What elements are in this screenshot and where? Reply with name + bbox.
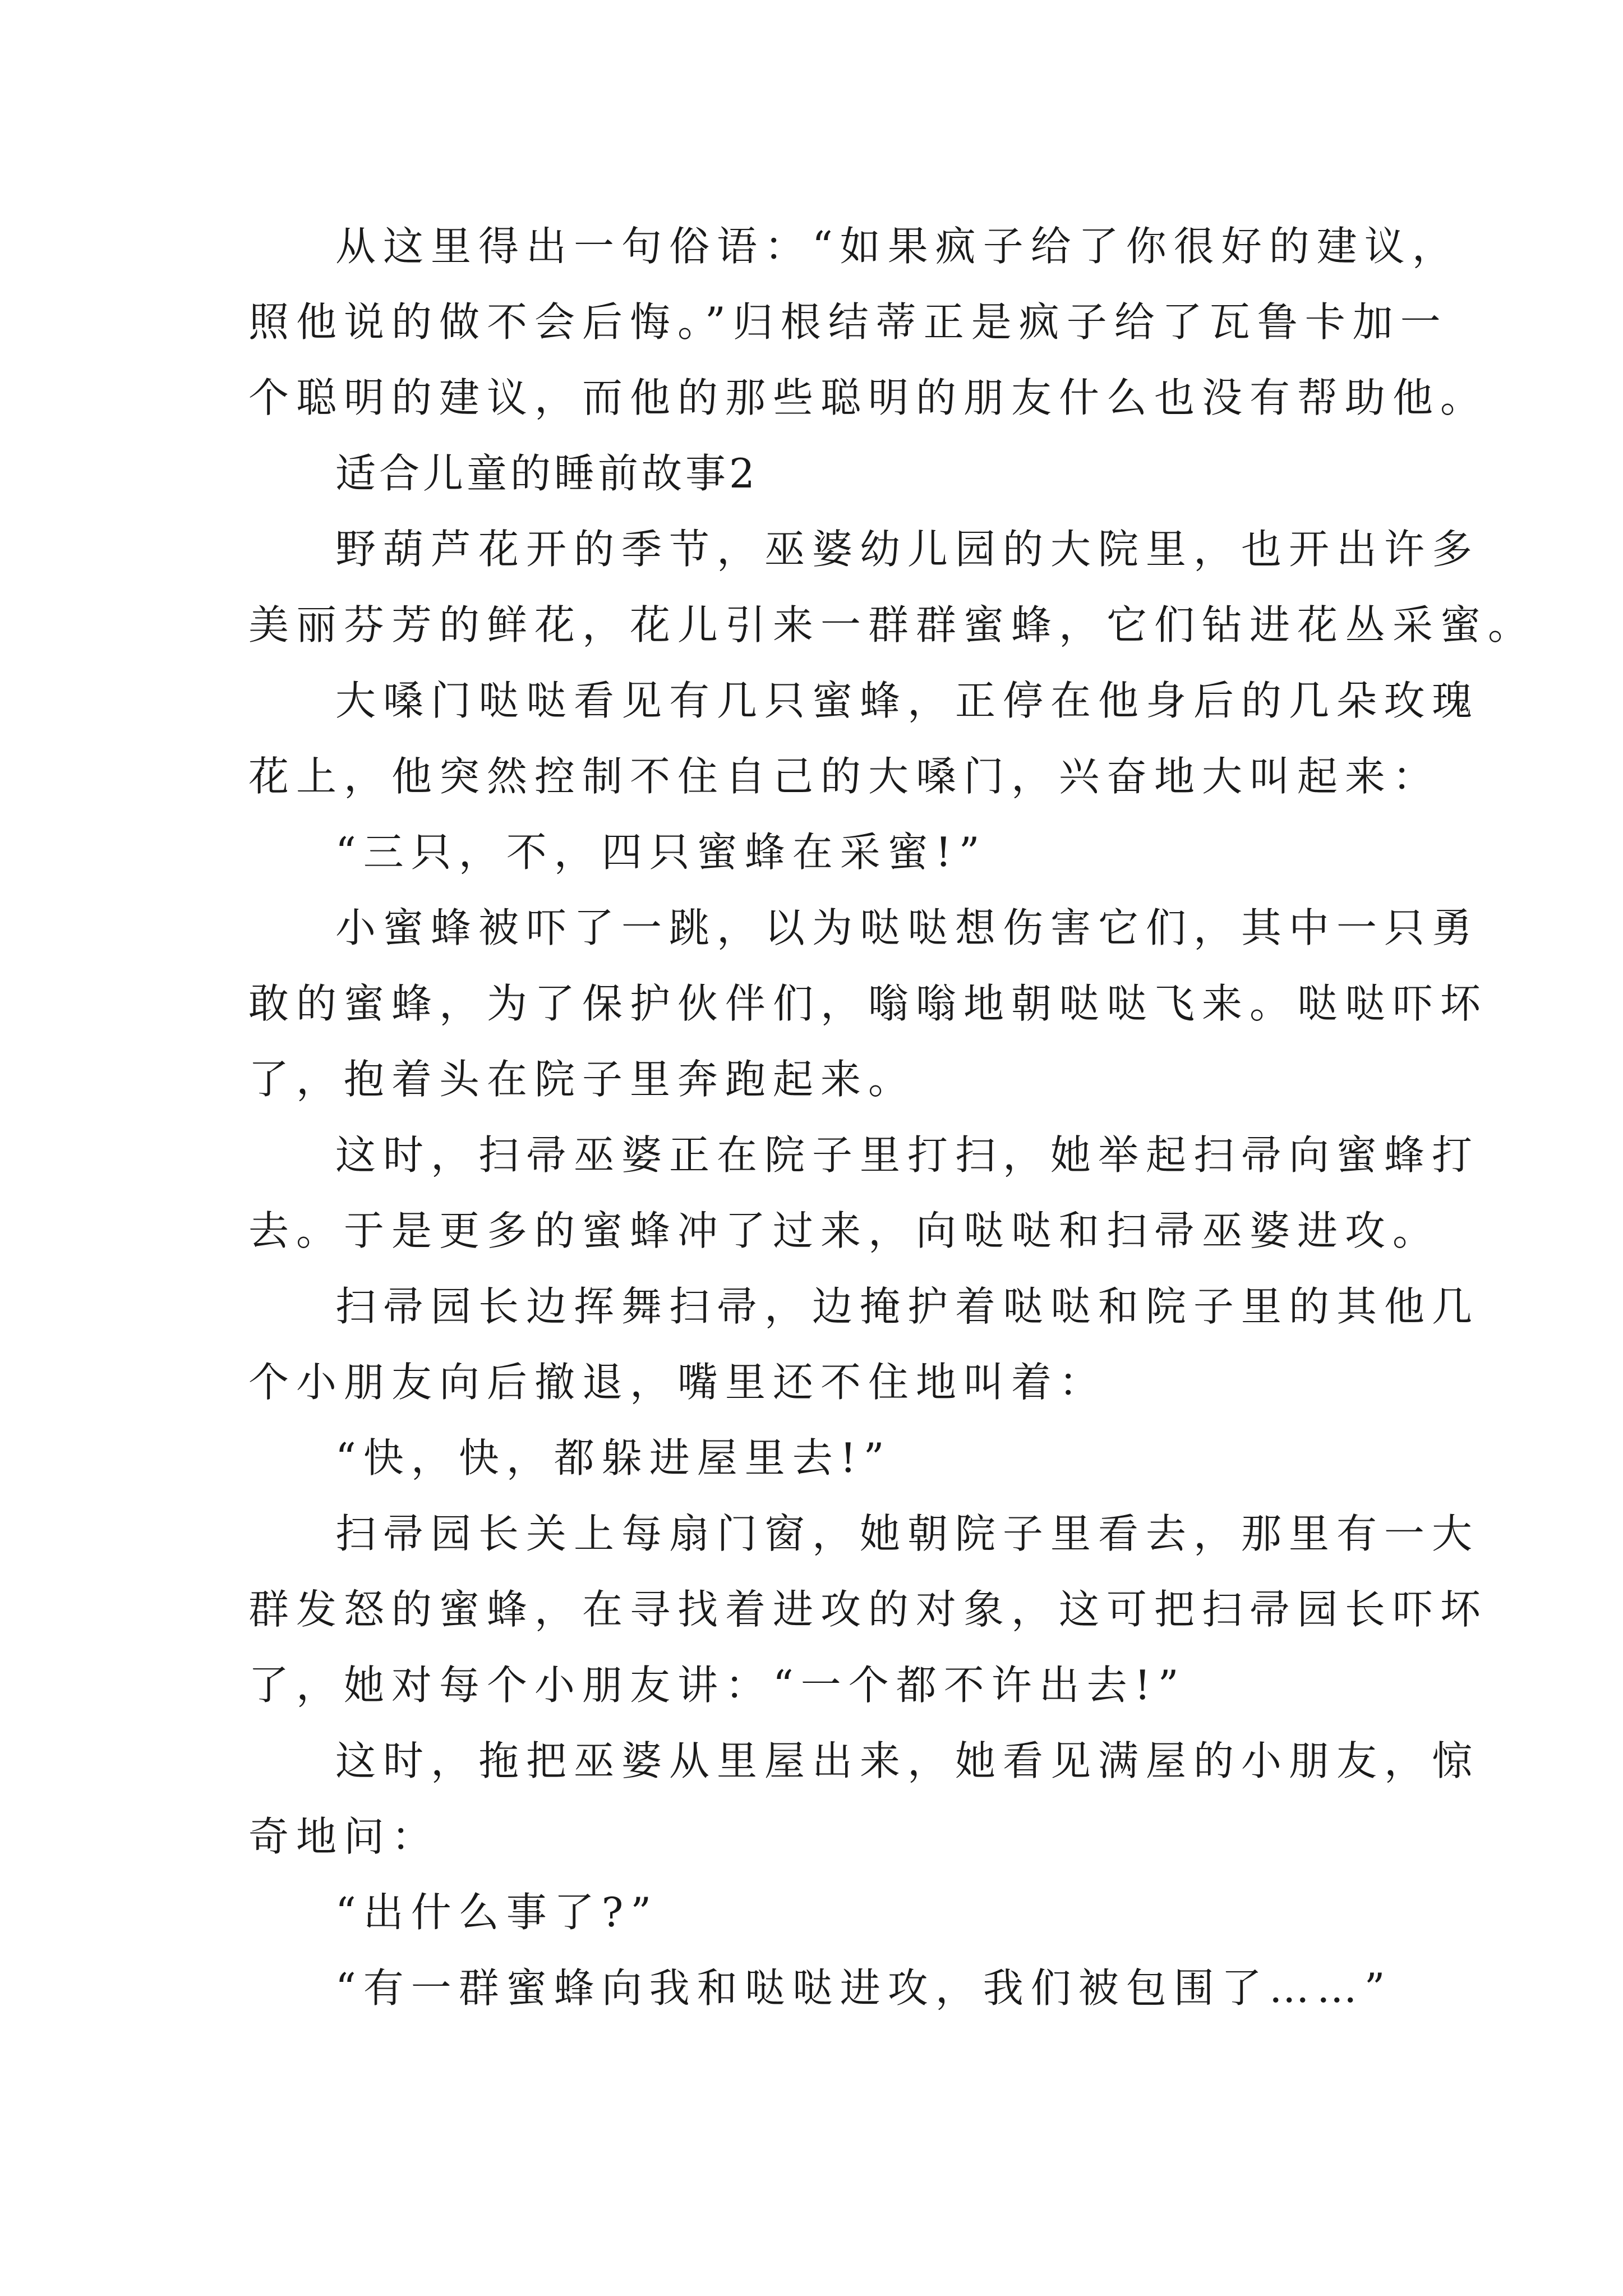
text-line: 大嗓门哒哒看见有几只蜜蜂，正停在他身后的几朵玫瑰 xyxy=(335,677,1480,724)
text-line: “三只，不，四只蜜蜂在采蜜!” xyxy=(335,829,987,876)
text-line: 花上，他突然控制不住自己的大嗓门，兴奋地大叫起来： xyxy=(248,753,1441,800)
text-line: 扫帚园长边挥舞扫帚，边掩护着哒哒和院子里的其他几 xyxy=(335,1283,1480,1330)
text-line: 去。于是更多的蜜蜂冲了过来，向哒哒和扫帚巫婆进攻。 xyxy=(248,1207,1441,1254)
section-title: 适合儿童的睡前故事2 xyxy=(335,450,758,497)
text-line: “有一群蜜蜂向我和哒哒进攻，我们被包围了……” xyxy=(335,1964,1393,2012)
text-line: 群发怒的蜜蜂，在寻找着进攻的对象，这可把扫帚园长吓坏 xyxy=(248,1586,1488,1633)
text-line: 这时，扫帚巫婆正在院子里打扫，她举起扫帚向蜜蜂打 xyxy=(335,1131,1480,1179)
text-line: 了，她对每个小朋友讲：“一个都不许出去!” xyxy=(248,1662,1186,1709)
text-line: 敢的蜜蜂，为了保护伙伴们，嗡嗡地朝哒哒飞来。哒哒吓坏 xyxy=(248,980,1488,1027)
text-line: 了，抱着头在院子里奔跑起来。 xyxy=(248,1056,916,1103)
text-line: 奇地问： xyxy=(248,1813,440,1860)
text-line: 美丽芬芳的鲜花，花儿引来一群群蜜蜂，它们钻进花丛采蜜。 xyxy=(248,601,1536,648)
text-line: 这时，拖把巫婆从里屋出来，她看见满屋的小朋友，惊 xyxy=(335,1737,1480,1784)
text-line: 个聪明的建议，而他的那些聪明的朋友什么也没有帮助他。 xyxy=(248,374,1488,421)
text-line: 扫帚园长关上每扇门窗，她朝院子里看去，那里有一大 xyxy=(335,1510,1480,1557)
text-line: “快，快，都躲进屋里去!” xyxy=(335,1434,892,1481)
text-line: 从这里得出一句俗语：“如果疯子给了你很好的建议， xyxy=(335,223,1460,270)
text-line: 照他说的做不会后悔。”归根结蒂正是疯子给了瓦鲁卡加一 xyxy=(248,298,1448,346)
document-body xyxy=(248,209,1536,2026)
text-line: 小蜜蜂被吓了一跳，以为哒哒想伤害它们，其中一只勇 xyxy=(335,904,1480,951)
text-line: 个小朋友向后撤退，嘴里还不住地叫着： xyxy=(248,1359,1107,1406)
text-line: 野葫芦花开的季节，巫婆幼儿园的大院里，也开出许多 xyxy=(335,526,1480,573)
text-line: “出什么事了?” xyxy=(335,1889,659,1936)
